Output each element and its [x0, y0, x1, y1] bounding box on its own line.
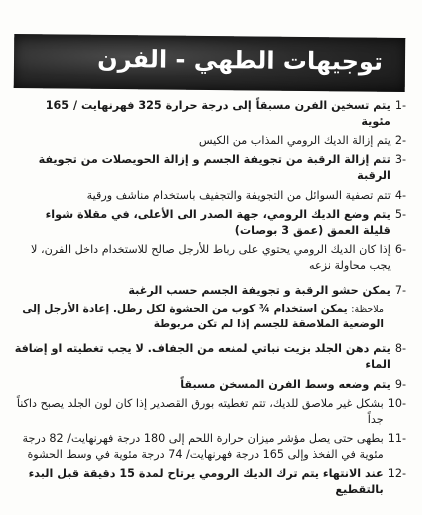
step-number: -10	[387, 396, 406, 410]
step-number: -3	[394, 153, 406, 167]
step-number: -1	[394, 99, 406, 112]
step-text: يمكن حشو الرقبة و تجويفة الجسم حسب الرغبة	[128, 284, 391, 298]
step-text: تتم إزالة الرقبة من تجويفة الجسم و إزالة الحويصلات من تجويفة الرقبة	[38, 153, 391, 183]
note	[14, 302, 384, 332]
step-number: -6	[394, 242, 406, 256]
step-number: -11	[387, 431, 406, 445]
step-number: -12	[387, 467, 406, 481]
step-number: -5	[394, 207, 406, 221]
list-item	[14, 431, 406, 463]
list-item	[14, 377, 406, 393]
step-number: -8	[394, 342, 406, 356]
step-text: عند الانتهاء يتم ترك الديك الرومي يرتاح لمدة 15 دقيقة قبل البدء بالتقطيع	[28, 467, 384, 497]
list-item	[14, 242, 406, 274]
list-item	[14, 152, 406, 184]
step-text: يتم دهن الجلد بزيت نباتي لمنعه من الجفاف. لا يجب تغطيته او إضافة الماء	[14, 342, 391, 372]
list-item	[14, 466, 406, 498]
list-item	[14, 207, 406, 239]
step-text: يتم تسخين الفرن مسبقاً إلى درجة حرارة 325 فهرنهايت / 165 مئوية	[45, 99, 391, 128]
page-title: توجيهات الطهي - الفرن	[97, 44, 384, 76]
step-number: -2	[394, 134, 406, 148]
step-text: يتم إزالة الديك الرومي المذاب من الكيس	[198, 134, 391, 148]
instructions-list	[14, 98, 406, 501]
step-number: -7	[394, 284, 406, 298]
list-item	[14, 133, 406, 149]
step-text: بطهى حتى يصل مؤشر ميزان حرارة اللحم إلى 180 درجة فهرنهايت/ 82 درجة مئوية في الفخذ وإلى 165 درجة فهرنهايت/ 74 درجة مئوية في وسط الحشوة	[22, 431, 384, 461]
note-text: يمكن استخدام ¾ كوب من الحشوة لكل رطل. إعادة الأرجل إلى الوضعية الملاصقة للجسم إذا لم تكن مربوطة	[22, 303, 384, 331]
note-label: ملاحظة:	[351, 304, 384, 316]
step-number: -4	[394, 188, 406, 202]
list-item	[14, 396, 406, 428]
step-text: إذا كان الديك الرومي يحتوي على رباط للأرجل صالح للاستخدام داخل الفرن، لا يجب محاولة نزعه	[31, 242, 391, 272]
step-text: بشكل غير ملاصق للديك، تتم تغطيته بورق القصدير إذا كان لون الجلد يصبح داكناً جداً	[16, 396, 384, 426]
step-number: -9	[394, 377, 406, 391]
step-text: تتم تصفية السوائل من التجويفة والتجفيف باستخدام مناشف ورقية	[86, 188, 391, 202]
step-text: يتم وضعه وسط الفرن المسخن مسبقاً	[180, 377, 391, 391]
title-banner	[14, 34, 406, 92]
list-item	[14, 98, 406, 130]
list-item	[14, 341, 406, 373]
list-item	[14, 188, 406, 204]
step-text: يتم وضع الديك الرومي، جهة الصدر الى الأعلى، في مقلاة شواء قليلة العمق (عمق 3 بوصات)	[45, 207, 391, 237]
list-item	[14, 283, 406, 299]
